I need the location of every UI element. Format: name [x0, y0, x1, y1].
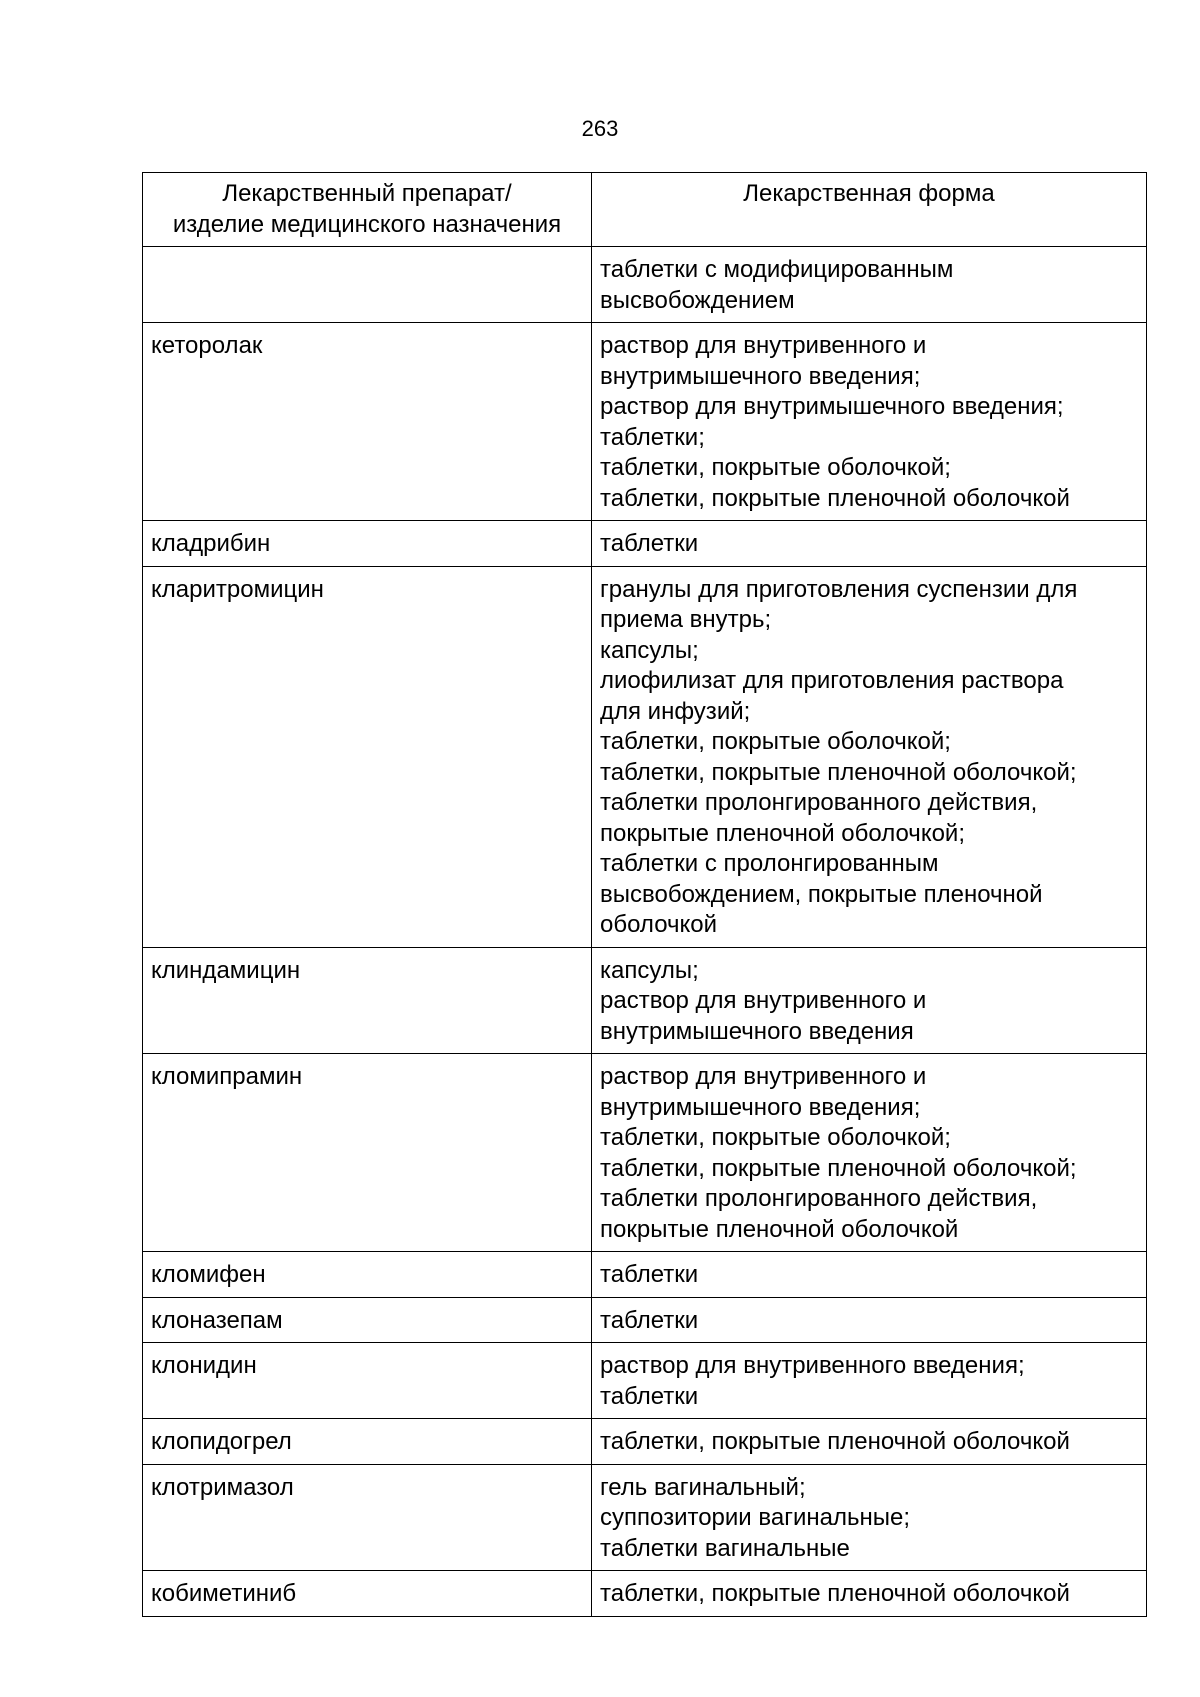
dosage-form-line: для инфузий; [600, 697, 751, 725]
dosage-form-cell [592, 566, 1147, 947]
page-number: 263 [581, 116, 619, 141]
table-row [143, 1419, 1147, 1465]
header-line: Лекарственная форма [743, 180, 995, 207]
dosage-form-line: таблетки пролонгированного действия, [600, 789, 1038, 816]
dosage-form-cell [592, 1419, 1147, 1465]
dosage-form-line: таблетки, покрытые пленочной оболочкой; [600, 1154, 1077, 1182]
dosage-form-line: покрытые пленочной оболочкой; [600, 819, 966, 847]
dosage-form-line: капсулы; [600, 956, 699, 984]
dosage-form-line: внутримышечного введения; [600, 1093, 921, 1121]
dosage-form-cell [592, 247, 1147, 323]
dosage-form-cell [592, 1464, 1147, 1571]
header-line: изделие медицинского назначения [172, 210, 562, 238]
dosage-form-line: таблетки пролонгированного действия, [600, 1185, 1038, 1212]
drug-forms-table [142, 172, 1147, 1617]
dosage-form-line: оболочкой [600, 911, 718, 938]
drug-name-cell [143, 247, 592, 323]
dosage-form-line: внутримышечного введения; [600, 362, 921, 390]
header-form [592, 173, 1147, 247]
dosage-form-line: раствор для внутривенного и [600, 332, 927, 359]
drug-name-cell: кломифен [143, 1252, 592, 1298]
dosage-form-line: раствор для внутривенного введения; [600, 1352, 1025, 1379]
table-row [143, 1252, 1147, 1298]
dosage-form-line: раствор для внутримышечного введения; [600, 393, 1064, 420]
table-row [143, 1464, 1147, 1571]
drug-name-cell: клотримазол [143, 1464, 592, 1571]
dosage-form-line: таблетки [600, 530, 699, 557]
table-row [143, 247, 1147, 323]
dosage-form-line: внутримышечного введения [600, 1017, 914, 1045]
dosage-form-line: таблетки, покрытые пленочной оболочкой; [600, 758, 1077, 786]
dosage-form-line: таблетки, покрытые пленочной оболочкой [600, 1428, 1070, 1455]
drug-name-cell: кларитромицин [143, 566, 592, 947]
dosage-form-line: капсулы; [600, 636, 699, 664]
dosage-form-line: таблетки [600, 1306, 699, 1334]
dosage-form-cell [592, 1571, 1147, 1617]
dosage-form-cell [592, 947, 1147, 1054]
dosage-form-line: таблетки с пролонгированным [600, 850, 939, 877]
dosage-form-line: таблетки, покрытые оболочкой; [600, 1124, 951, 1151]
dosage-form-line: таблетки вагинальные [600, 1534, 850, 1562]
dosage-form-line: таблетки [600, 1382, 699, 1410]
drug-name-cell: кеторолак [143, 323, 592, 521]
dosage-form-line: гранулы для приготовления суспензии для [600, 575, 1078, 603]
table-row [143, 566, 1147, 947]
table-row [143, 1343, 1147, 1419]
table-row [143, 323, 1147, 521]
dosage-form-line: приема внутрь; [600, 606, 772, 633]
dosage-form-line: таблетки с модифицированным [600, 256, 954, 283]
header-line: Лекарственный препарат/ [222, 180, 512, 207]
table-row [143, 1054, 1147, 1252]
dosage-form-cell [592, 323, 1147, 521]
dosage-form-line: таблетки, покрытые пленочной оболочкой [600, 1580, 1070, 1607]
dosage-form-line: высвобождением [600, 286, 795, 314]
drug-name-cell: клоназепам [143, 1297, 592, 1343]
drug-name-cell: клонидин [143, 1343, 592, 1419]
drug-name-cell: кладрибин [143, 521, 592, 567]
dosage-form-line: гель вагинальный; [600, 1473, 806, 1501]
table-row [143, 947, 1147, 1054]
dosage-form-line: раствор для внутривенного и [600, 987, 927, 1014]
header-drug [143, 173, 592, 247]
dosage-form-cell [592, 1297, 1147, 1343]
dosage-form-line: лиофилизат для приготовления раствора [600, 667, 1064, 694]
dosage-form-cell [592, 1343, 1147, 1419]
dosage-form-line: покрытые пленочной оболочкой [600, 1215, 959, 1243]
table-row [143, 1297, 1147, 1343]
dosage-form-line: высвобождением, покрытые пленочной [600, 880, 1043, 908]
dosage-form-cell [592, 1054, 1147, 1252]
dosage-form-line: раствор для внутривенного и [600, 1063, 927, 1090]
dosage-form-line: таблетки, покрытые пленочной оболочкой [600, 484, 1070, 512]
table-row [143, 521, 1147, 567]
dosage-form-cell [592, 1252, 1147, 1298]
dosage-form-line: таблетки, покрытые оболочкой; [600, 454, 951, 481]
dosage-form-line: таблетки, покрытые оболочкой; [600, 728, 951, 755]
drug-name-cell: кломипрамин [143, 1054, 592, 1252]
dosage-form-line: суппозитории вагинальные; [600, 1504, 910, 1531]
drug-name-cell: кобиметиниб [143, 1571, 592, 1617]
dosage-form-line: таблетки [600, 1261, 699, 1288]
dosage-form-cell [592, 521, 1147, 567]
table-body [143, 247, 1147, 1617]
drug-name-cell: клиндамицин [143, 947, 592, 1054]
table-header-row [143, 173, 1147, 247]
drug-name-cell: клопидогрел [143, 1419, 592, 1465]
dosage-form-line: таблетки; [600, 423, 705, 451]
table-row [143, 1571, 1147, 1617]
